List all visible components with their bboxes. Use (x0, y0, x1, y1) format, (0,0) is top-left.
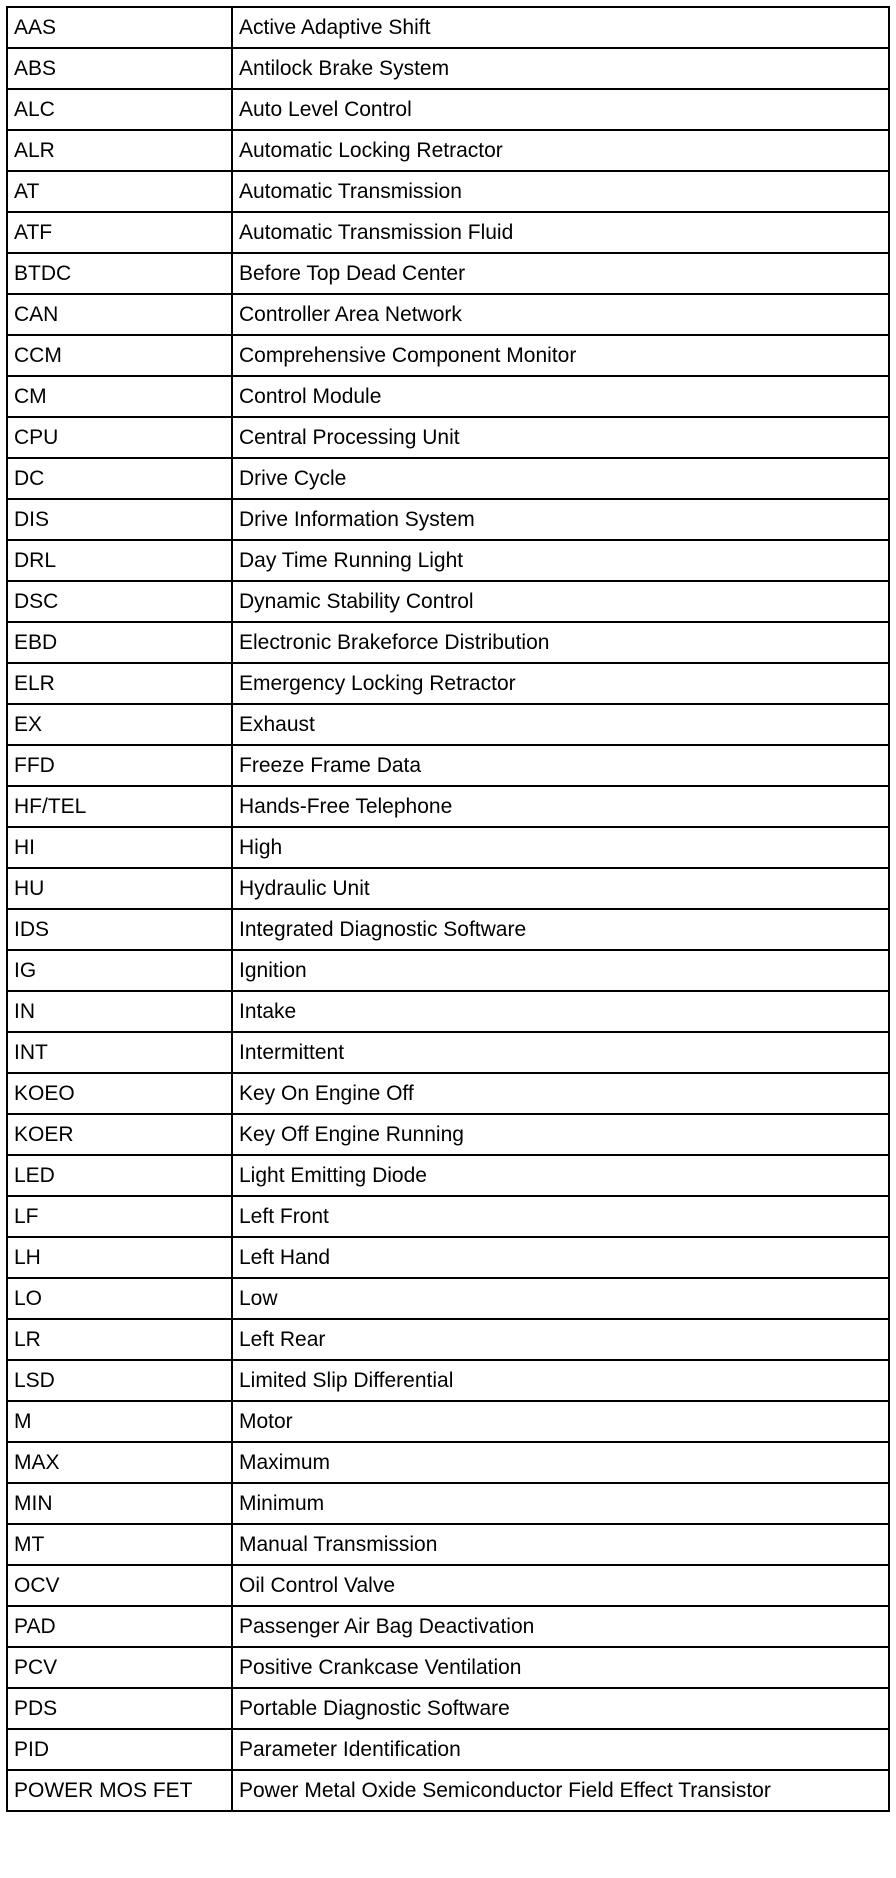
table-row (7, 458, 889, 499)
description-cell: Power Metal Oxide Semiconductor Field Effect Transistor (232, 1770, 889, 1811)
description-cell: Minimum (232, 1483, 889, 1524)
abbreviation-cell: HF/TEL (7, 786, 232, 827)
table-row (7, 540, 889, 581)
table-row (7, 745, 889, 786)
table-row (7, 1073, 889, 1114)
abbreviation-cell: MT (7, 1524, 232, 1565)
table-row (7, 1401, 889, 1442)
table-row (7, 1114, 889, 1155)
description-cell: Hands-Free Telephone (232, 786, 889, 827)
table-row (7, 1729, 889, 1770)
abbreviation-cell: EBD (7, 622, 232, 663)
abbreviation-cell: LF (7, 1196, 232, 1237)
description-cell: Day Time Running Light (232, 540, 889, 581)
description-cell: Central Processing Unit (232, 417, 889, 458)
abbreviation-cell: ALC (7, 89, 232, 130)
abbreviation-cell: HI (7, 827, 232, 868)
description-cell: Emergency Locking Retractor (232, 663, 889, 704)
table-row (7, 1688, 889, 1729)
description-cell: Low (232, 1278, 889, 1319)
abbreviation-cell: KOEO (7, 1073, 232, 1114)
description-cell: Ignition (232, 950, 889, 991)
description-cell: Motor (232, 1401, 889, 1442)
abbreviation-cell: BTDC (7, 253, 232, 294)
table-row (7, 1524, 889, 1565)
description-cell: Before Top Dead Center (232, 253, 889, 294)
description-cell: Active Adaptive Shift (232, 7, 889, 48)
description-cell: Intermittent (232, 1032, 889, 1073)
abbreviation-cell: ABS (7, 48, 232, 89)
table-row (7, 1360, 889, 1401)
table-row (7, 499, 889, 540)
description-cell: Manual Transmission (232, 1524, 889, 1565)
abbreviation-cell: LO (7, 1278, 232, 1319)
abbreviation-cell: INT (7, 1032, 232, 1073)
table-row (7, 1483, 889, 1524)
description-cell: Drive Cycle (232, 458, 889, 499)
description-cell: Intake (232, 991, 889, 1032)
table-row (7, 1647, 889, 1688)
abbreviation-cell: IG (7, 950, 232, 991)
table-row (7, 950, 889, 991)
description-cell: Antilock Brake System (232, 48, 889, 89)
table-row (7, 663, 889, 704)
description-cell: Maximum (232, 1442, 889, 1483)
table-row (7, 212, 889, 253)
description-cell: Positive Crankcase Ventilation (232, 1647, 889, 1688)
abbreviation-cell: ATF (7, 212, 232, 253)
table-row (7, 7, 889, 48)
table-row (7, 1196, 889, 1237)
table-row (7, 622, 889, 663)
abbreviation-cell: KOER (7, 1114, 232, 1155)
description-cell: Passenger Air Bag Deactivation (232, 1606, 889, 1647)
description-cell: Left Rear (232, 1319, 889, 1360)
table-row (7, 253, 889, 294)
description-cell: Electronic Brakeforce Distribution (232, 622, 889, 663)
table-row (7, 704, 889, 745)
abbreviation-cell: AAS (7, 7, 232, 48)
abbreviation-cell: LED (7, 1155, 232, 1196)
abbreviation-cell: DIS (7, 499, 232, 540)
description-cell: Light Emitting Diode (232, 1155, 889, 1196)
description-cell: Exhaust (232, 704, 889, 745)
description-cell: Left Hand (232, 1237, 889, 1278)
abbreviation-table (6, 6, 890, 1812)
description-cell: High (232, 827, 889, 868)
description-cell: Control Module (232, 376, 889, 417)
abbreviation-cell: EX (7, 704, 232, 745)
abbreviation-cell: DRL (7, 540, 232, 581)
abbreviation-cell: PCV (7, 1647, 232, 1688)
description-cell: Automatic Transmission (232, 171, 889, 212)
description-cell: Hydraulic Unit (232, 868, 889, 909)
abbreviation-cell: CM (7, 376, 232, 417)
description-cell: Auto Level Control (232, 89, 889, 130)
description-cell: Automatic Locking Retractor (232, 130, 889, 171)
abbreviation-cell: ALR (7, 130, 232, 171)
abbreviation-cell: PDS (7, 1688, 232, 1729)
abbreviation-cell: CPU (7, 417, 232, 458)
table-row (7, 1032, 889, 1073)
abbreviation-cell: ELR (7, 663, 232, 704)
abbreviation-cell: MAX (7, 1442, 232, 1483)
abbreviation-cell: DSC (7, 581, 232, 622)
abbreviation-cell: IN (7, 991, 232, 1032)
table-row (7, 1606, 889, 1647)
abbreviation-cell: LH (7, 1237, 232, 1278)
abbreviation-cell: PAD (7, 1606, 232, 1647)
table-row (7, 786, 889, 827)
table-row (7, 827, 889, 868)
abbreviation-cell: LSD (7, 1360, 232, 1401)
abbreviation-cell: AT (7, 171, 232, 212)
description-cell: Key On Engine Off (232, 1073, 889, 1114)
abbreviation-cell: OCV (7, 1565, 232, 1606)
table-row (7, 130, 889, 171)
table-row (7, 581, 889, 622)
table-row (7, 1770, 889, 1811)
abbreviation-cell: FFD (7, 745, 232, 786)
table-row (7, 376, 889, 417)
table-row (7, 991, 889, 1032)
description-cell: Automatic Transmission Fluid (232, 212, 889, 253)
table-row (7, 1442, 889, 1483)
table-row (7, 1278, 889, 1319)
description-cell: Key Off Engine Running (232, 1114, 889, 1155)
abbreviation-table-body (7, 7, 889, 1811)
abbreviation-cell: CCM (7, 335, 232, 376)
table-row (7, 1565, 889, 1606)
abbreviation-table-container (6, 6, 888, 1812)
abbreviation-cell: DC (7, 458, 232, 499)
description-cell: Drive Information System (232, 499, 889, 540)
description-cell: Integrated Diagnostic Software (232, 909, 889, 950)
table-row (7, 909, 889, 950)
abbreviation-cell: IDS (7, 909, 232, 950)
table-row (7, 335, 889, 376)
description-cell: Controller Area Network (232, 294, 889, 335)
description-cell: Portable Diagnostic Software (232, 1688, 889, 1729)
description-cell: Dynamic Stability Control (232, 581, 889, 622)
abbreviation-cell: LR (7, 1319, 232, 1360)
abbreviation-cell: PID (7, 1729, 232, 1770)
table-row (7, 89, 889, 130)
table-row (7, 1319, 889, 1360)
description-cell: Freeze Frame Data (232, 745, 889, 786)
description-cell: Limited Slip Differential (232, 1360, 889, 1401)
description-cell: Oil Control Valve (232, 1565, 889, 1606)
description-cell: Left Front (232, 1196, 889, 1237)
description-cell: Comprehensive Component Monitor (232, 335, 889, 376)
abbreviation-cell: HU (7, 868, 232, 909)
abbreviation-cell: CAN (7, 294, 232, 335)
table-row (7, 171, 889, 212)
table-row (7, 1155, 889, 1196)
abbreviation-cell: M (7, 1401, 232, 1442)
abbreviation-cell: POWER MOS FET (7, 1770, 232, 1811)
table-row (7, 48, 889, 89)
abbreviation-cell: MIN (7, 1483, 232, 1524)
description-cell: Parameter Identification (232, 1729, 889, 1770)
table-row (7, 1237, 889, 1278)
table-row (7, 294, 889, 335)
table-row (7, 417, 889, 458)
table-row (7, 868, 889, 909)
